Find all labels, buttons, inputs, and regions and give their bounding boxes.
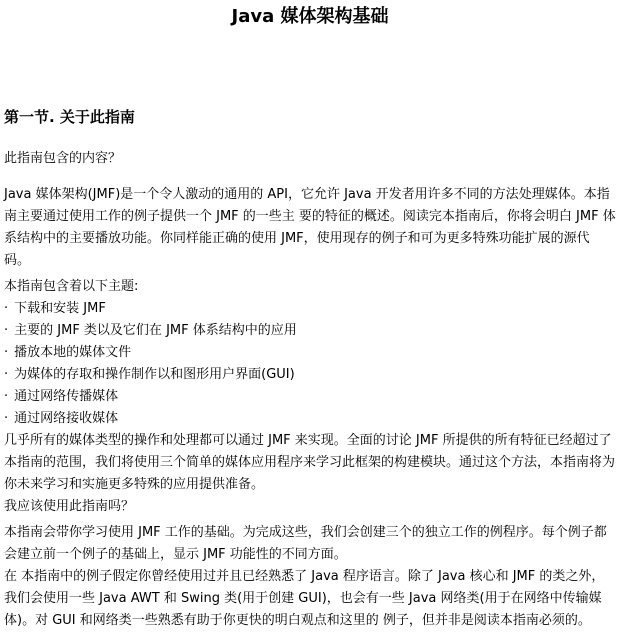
bullet-marker: ·: [4, 301, 9, 316]
topic-item-play-local-media: [4, 342, 616, 364]
topics-intro: 本指南包含着以下主题:: [4, 279, 139, 294]
topic-item-label: 下载和安装 JMF: [14, 301, 106, 316]
section-heading: 第一节. 关于此指南: [4, 108, 135, 126]
bullet-marker: ·: [4, 389, 9, 404]
bullet-marker: ·: [4, 345, 9, 360]
paragraph-learning-basics: 本指南会带你学习使用 JMF 工作的基础。为完成这些，我们会创建三个的独立工作的例程序。每个例子都会建立前一个例子的基础上，显示 JMF 功能性的不同方面。: [4, 525, 607, 562]
topic-item-receive-media: [4, 408, 616, 430]
topic-item-label: 通过网络传播媒体: [14, 389, 119, 404]
topics-list: [4, 276, 616, 430]
page-title: Java 媒体架构基础: [231, 6, 389, 27]
topic-item-transmit-media: [4, 386, 616, 408]
topic-item-main-classes: [4, 320, 616, 342]
question-what-contains: 此指南包含的内容？: [4, 151, 122, 166]
topic-item-label: 通过网络接收媒体: [14, 411, 119, 426]
bullet-marker: ·: [4, 323, 9, 338]
paragraph-jmf-overview: Java 媒体架构(JMF)是一个令人激动的通用的 API，它允许 Java 开发者用许多不同的方法处理媒体。本指南主要通过使用工作的例子提供一个 JMF 的一些主 要的特征的概述。阅读完本指南后，你将会明白 JMF 体系结构中的主要播放功能。你同样能正确的使用 JMF，使用现存的例子和可为更多特殊功能扩展的源代 码。: [4, 187, 616, 268]
bullet-marker: ·: [4, 367, 9, 382]
topic-item-label: 播放本地的媒体文件: [14, 345, 132, 360]
topic-item-gui: [4, 364, 616, 386]
topic-item-label: 为媒体的存取和操作制作以和图形用户界面(GUI): [14, 367, 295, 382]
topic-item-download-install: [4, 298, 616, 320]
topic-item-label: 主要的 JMF 类以及它们在 JMF 体系结构中的应用: [14, 323, 297, 338]
bullet-marker: ·: [4, 411, 9, 426]
paragraph-scope: 几乎所有的媒体类型的操作和处理都可以通过 JMF 来实现。全面的讨论 JMF 所提供的所有特征已经超过了本指南的范围，我们将使用三个简单的媒体应用程序来学习此框架的构建模块。通过这个方法，本指南将为你未来学习和实施更多特殊的应用提供准备。: [4, 433, 616, 492]
paragraph-prerequisites: 在 本指南中的例子假定你曾经使用过并且已经熟悉了 Java 程序语言。除了 Java 核心和 JMF 的类之外，我们会使用一些 Java AWT 和 Swing 类(用于创建 GUI)，也会有一些 Java 网络类(用于在网络中传输媒体)。对 GUI 和网络类一些熟悉有助于你更快的明白观点和这里的 例子，但并非是阅读本指南必须的。: [4, 569, 605, 628]
question-should-use: 我应该使用此指南吗？: [4, 499, 135, 514]
